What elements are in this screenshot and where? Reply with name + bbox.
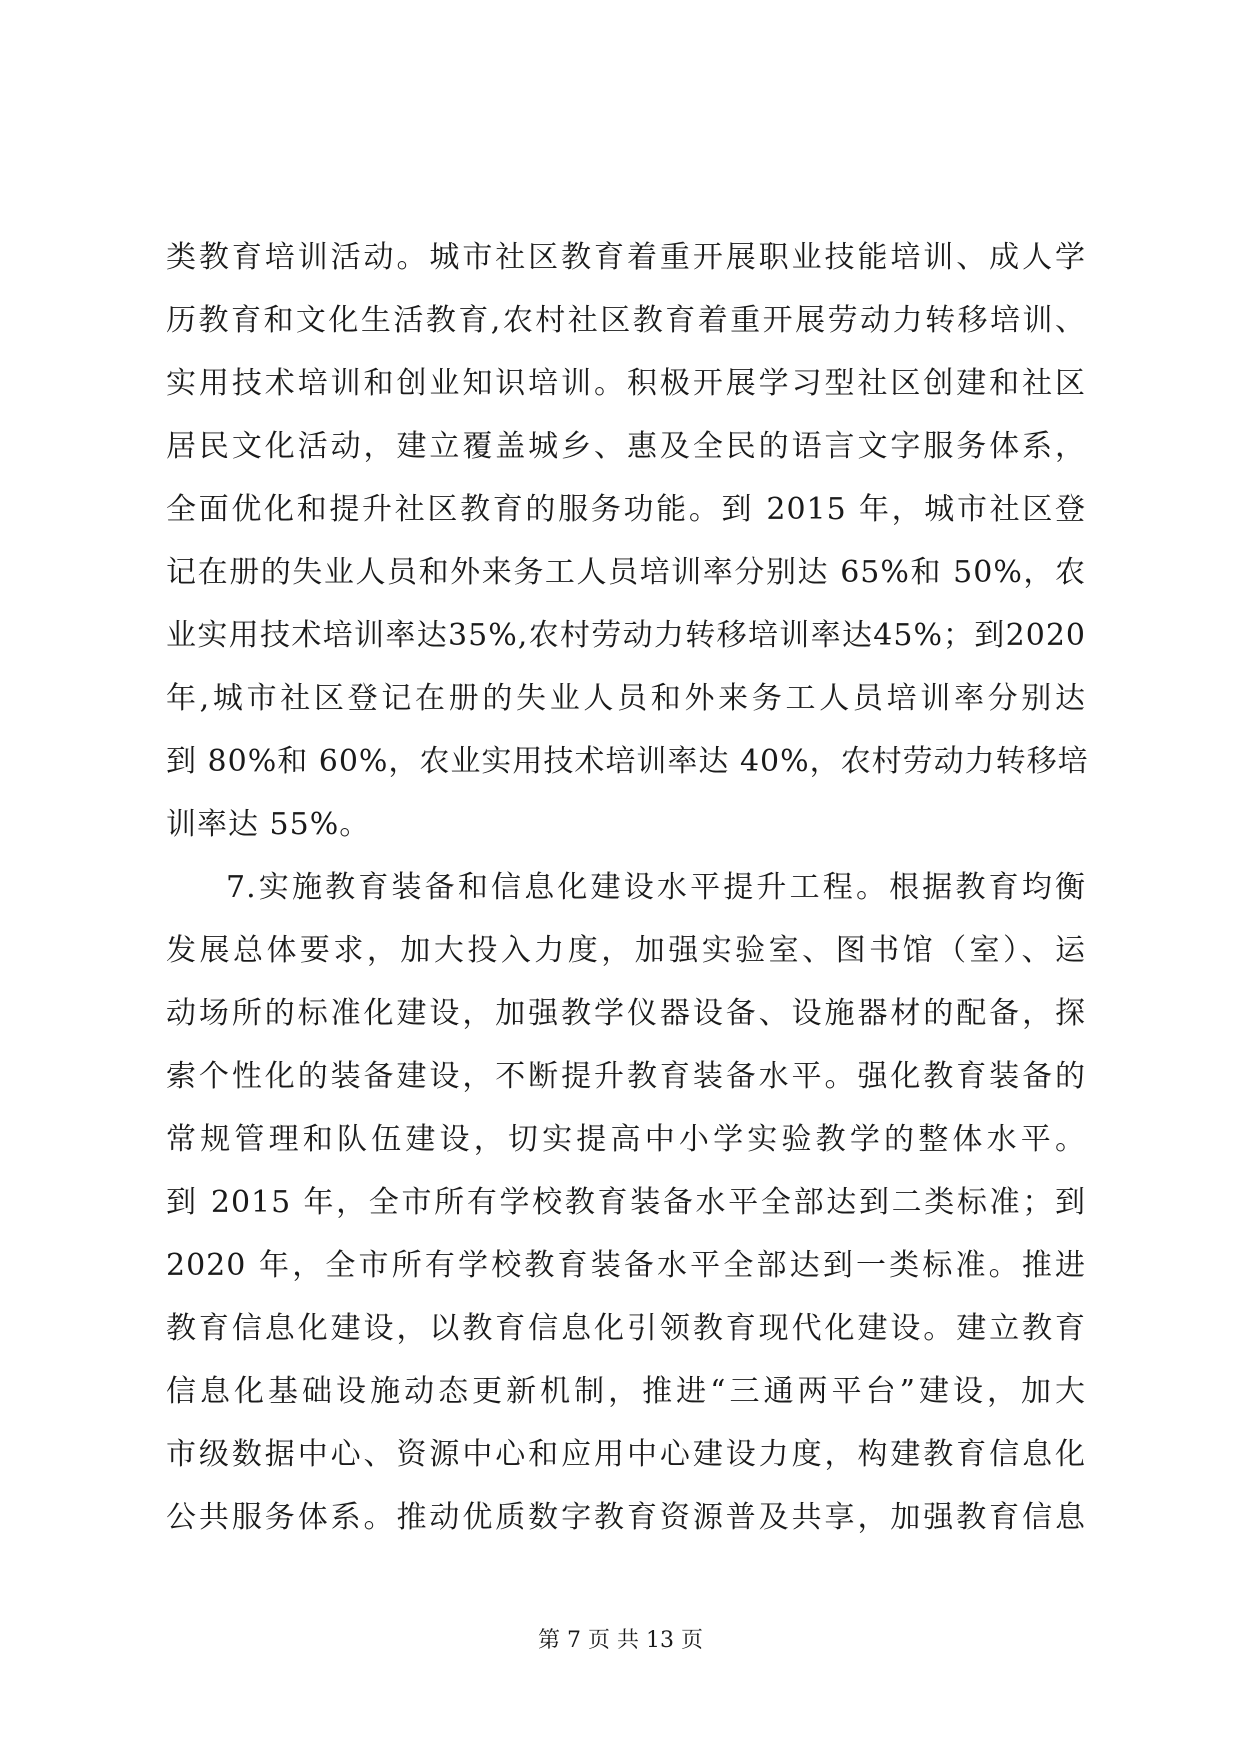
- text-line: 实用技术培训和创业知识培训。积极开展学习型社区创建和社区: [166, 366, 1086, 401]
- text-line: 到 80%和 60%，农业实用技术培训率达 40%，农村劳动力转移培: [166, 744, 1089, 779]
- text-line: 全面优化和提升社区教育的服务功能。到 2015 年，城市社区登: [166, 492, 1086, 527]
- text-line: 教育信息化建设，以教育信息化引领教育现代化建设。建立教育: [166, 1311, 1086, 1346]
- text-line: 到 2015 年，全市所有学校教育装备水平全部达到二类标准；到: [166, 1185, 1086, 1220]
- text-line: 历教育和文化生活教育,农村社区教育着重开展劳动力转移培训、: [166, 303, 1086, 338]
- text-line: 索个性化的装备建设，不断提升教育装备水平。强化教育装备的: [166, 1059, 1086, 1094]
- page-footer: [0, 1626, 1241, 1656]
- text-line: 常规管理和队伍建设，切实提高中小学实验教学的整体水平。: [166, 1122, 1086, 1157]
- text-line: 训率达 55%。: [166, 807, 371, 842]
- paragraph-first-line: 7.实施教育装备和信息化建设水平提升工程。根据教育均衡: [226, 870, 1086, 905]
- text-line: 公共服务体系。推动优质数字教育资源普及共享，加强教育信息: [166, 1500, 1086, 1535]
- text-line: 动场所的标准化建设，加强教学仪器设备、设施器材的配备，探: [166, 996, 1086, 1031]
- text-line: 市级数据中心、资源中心和应用中心建设力度，构建教育信息化: [166, 1437, 1086, 1472]
- text-line: 类教育培训活动。城市社区教育着重开展职业技能培训、成人学: [166, 240, 1086, 275]
- text-line: 信息化基础设施动态更新机制，推进“三通两平台”建设，加大: [166, 1374, 1086, 1409]
- text-line: 发展总体要求，加大投入力度，加强实验室、图书馆（室）、运: [166, 933, 1086, 968]
- text-line: 居民文化活动，建立覆盖城乡、惠及全民的语言文字服务体系，: [166, 429, 1086, 464]
- text-line: 2020 年，全市所有学校教育装备水平全部达到一类标准。推进: [166, 1248, 1086, 1283]
- text-line: 记在册的失业人员和外来务工人员培训率分别达 65%和 50%，农: [166, 555, 1086, 590]
- body-text: [166, 226, 1089, 1549]
- text-line: 年,城市社区登记在册的失业人员和外来务工人员培训率分别达: [166, 681, 1086, 716]
- page-number-label: 第 7 页 共 13 页: [538, 1628, 703, 1653]
- text-line: 业实用技术培训率达35%,农村劳动力转移培训率达45%；到2020: [166, 618, 1086, 653]
